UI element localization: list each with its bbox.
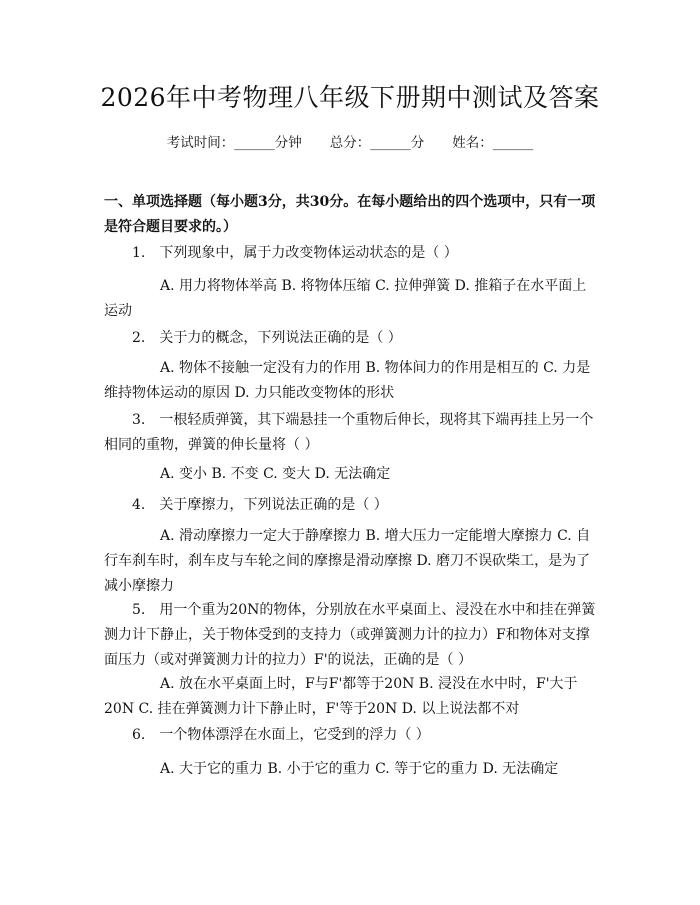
question-stem: 5. 用一个重为20N的物体，分别放在水平桌面上、浸没在水中和挂在弹簧测力计下静止，关于物体受到的支持力（或弹簧测力计的拉力）F和物体对支撑面压力（或对弹簧测力计的拉力）F'的说法，正确的是（ ） <box>104 602 596 668</box>
question-stem: 1. 下列现象中，属于力改变物体运动状态的是（ ） <box>132 245 458 261</box>
question-options: A. 用力将物体举高 B. 将物体压缩 C. 拉伸弹簧 D. 推箱子在水平面上运动 <box>104 278 587 319</box>
student-name-field: 姓名：______ <box>452 135 534 151</box>
question-stem: 4. 关于摩擦力，下列说法正确的是（ ） <box>132 497 388 513</box>
question-stem: 2. 关于力的概念，下列说法正确的是（ ） <box>132 330 402 346</box>
question-options: A. 放在水平桌面上时，F与F'都等于20N B. 浸没在水中时，F'大于20N C. 挂在弹簧测力计下静止时，F'等于20N D. 以上说法都不对 <box>104 676 578 717</box>
question-options: A. 变小 B. 不变 C. 变大 D. 无法确定 <box>160 466 391 482</box>
question-stem: 6. 一个物体漂浮在水面上，它受到的浮力（ ） <box>132 727 430 743</box>
total-score-field: 总分：______分 <box>329 135 425 151</box>
section-heading: 一、单项选择题（每小题3分，共30分。在每小题给出的四个选项中，只有一项是符合题目要求的。） <box>104 194 596 235</box>
question-options: A. 物体不接触一定没有力的作用 B. 物体间力的作用是相互的 C. 力是维持物体运动的原因 D. 力只能改变物体的形状 <box>104 360 591 401</box>
question-options: A. 大于它的重力 B. 小于它的重力 C. 等于它的重力 D. 无法确定 <box>160 761 559 777</box>
question-stem: 3. 一根轻质弹簧，其下端悬挂一个重物后伸长，现将其下端再挂上另一个相同的重物，弹簧的伸长量将（ ） <box>104 412 594 453</box>
exam-time-field: 考试时间：______分钟 <box>166 135 302 151</box>
exam-info-line <box>0 131 700 151</box>
question-options: A. 滑动摩擦力一定大于静摩擦力 B. 增大压力一定能增大摩擦力 C. 自行车刹车时，刹车皮与车轮之间的摩擦是滑动摩擦 D. 磨刀不误砍柴工，是为了减小摩擦力 <box>104 528 591 594</box>
page-title: 2026年中考物理八年级下册期中测试及答案 <box>100 83 600 112</box>
